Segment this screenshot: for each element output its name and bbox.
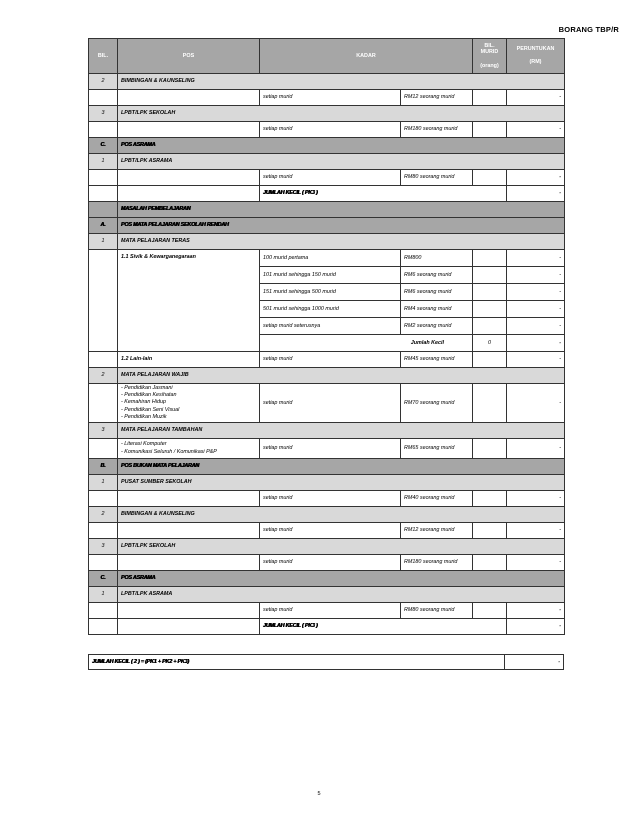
form-code: BORANG TBP/R <box>558 25 619 34</box>
amount-cell: RM40 seorang murid <box>401 491 473 507</box>
section-row <box>89 74 565 90</box>
subject-item: - Pendidikan Jasmani <box>121 385 173 392</box>
category-title: POS MATA PELAJARAN SEKOLAH RENDAH <box>118 218 565 234</box>
header-peruntukan-line1: PERUNTUKAN <box>516 45 555 52</box>
amount-cell: RM70 seorang murid <box>401 384 473 423</box>
row-title: LPBT/LPK ASRAMA <box>118 587 565 603</box>
row-title: LPBT/LPK SEKOLAH <box>118 539 565 555</box>
category-row <box>89 138 565 154</box>
table-row <box>89 555 565 571</box>
subtotal-value: - <box>507 186 565 202</box>
row-title: LPBT/LPK SEKOLAH <box>118 106 565 122</box>
value-cell: - <box>507 267 565 284</box>
row-title: PUSAT SUMBER SEKOLAH <box>118 475 565 491</box>
count-cell[interactable] <box>473 523 507 539</box>
amount-cell: RM65 seorang murid <box>401 439 473 459</box>
rate-cell: setiap murid <box>260 555 401 571</box>
amount-cell: RM45 seorang murid <box>401 352 473 368</box>
section-row <box>89 234 565 250</box>
row-title: MATA PELAJARAN TERAS <box>118 234 565 250</box>
value-cell: - <box>507 250 565 267</box>
count-cell[interactable] <box>473 284 507 301</box>
page-number: 5 <box>317 791 321 797</box>
count-cell[interactable] <box>473 301 507 318</box>
subtotal-value: - <box>507 619 565 635</box>
amount-cell: RM6 seorang murid <box>401 284 473 301</box>
count-cell[interactable] <box>473 603 507 619</box>
row-no: 1 <box>89 587 118 603</box>
table-row <box>89 352 565 368</box>
amount-cell: RM2 seorang murid <box>401 318 473 335</box>
section-row <box>89 423 565 439</box>
rate-cell: setiap murid <box>260 170 401 186</box>
grand-total-value: - <box>558 659 560 665</box>
table-row <box>89 491 565 507</box>
table-header-row <box>89 39 565 74</box>
rate-cell: setiap murid <box>260 523 401 539</box>
rate-cell: setiap murid seterusnya <box>260 318 401 335</box>
header-pos: POS <box>118 39 260 74</box>
rate-cell: setiap murid <box>260 122 401 138</box>
value-cell: - <box>507 318 565 335</box>
amount-cell: RM80 seorang murid <box>401 603 473 619</box>
budget-table <box>88 38 565 635</box>
header-bil-line2: MURID <box>480 49 499 56</box>
category-letter: B. <box>89 459 118 475</box>
row-no: 3 <box>89 106 118 122</box>
row-title: BIMBINGAN & KAUNSELING <box>118 507 565 523</box>
section-row <box>89 507 565 523</box>
row-no: 1 <box>89 154 118 170</box>
table-row <box>89 384 565 423</box>
value-cell: - <box>507 352 565 368</box>
row-title: BIMBINGAN & KAUNSELING <box>118 74 565 90</box>
amount-cell: RM12 seorang murid <box>401 523 473 539</box>
rate-cell: setiap murid <box>260 491 401 507</box>
row-no: 2 <box>89 507 118 523</box>
rate-cell: 501 murid sehingga 1000 murid <box>260 301 401 318</box>
header-kadar: KADAR <box>260 39 473 74</box>
count-cell[interactable] <box>473 318 507 335</box>
row-no: 2 <box>89 368 118 384</box>
subject-item: - Pendidikan Seni Visual <box>121 406 180 413</box>
count-cell[interactable] <box>473 267 507 284</box>
rate-cell: setiap murid <box>260 90 401 106</box>
header-bil-line1: BIL. <box>484 42 495 49</box>
rate-cell: 100 murid pertama <box>260 250 401 267</box>
amount-cell: RM80 seorang murid <box>401 170 473 186</box>
value-cell: - <box>507 284 565 301</box>
header-peruntukan <box>507 39 565 74</box>
subtotal-row <box>89 619 565 635</box>
rate-cell: setiap murid <box>260 439 401 459</box>
subtotal-label: JUMLAH KECIL ( PK3 ) <box>260 619 507 635</box>
count-cell[interactable] <box>473 90 507 106</box>
row-no: 3 <box>89 539 118 555</box>
lain-label: 1.2 Lain-lain <box>118 352 260 368</box>
rate-cell: 101 murid sehingga 150 murid <box>260 267 401 284</box>
rate-cell: setiap murid <box>260 352 401 368</box>
header-bil-murid <box>473 39 507 74</box>
sivik-jumlah-count: 0 <box>473 335 507 352</box>
count-cell[interactable] <box>473 250 507 267</box>
subject-item: - Literasi Komputer <box>121 441 167 448</box>
rate-cell: setiap murid <box>260 384 401 423</box>
sivik-label: 1.1 Sivik & Kewarganegaraan <box>118 250 260 352</box>
part-title-row <box>89 202 565 218</box>
amount-cell: RM4 seorang murid <box>401 301 473 318</box>
grand-total-label: JUMLAH KECIL ( 2 ) = (PK1 + PK2 + PK3) <box>89 655 505 669</box>
subject-item: - Kemahiran Hidup <box>121 399 166 406</box>
subtotal-row <box>89 186 565 202</box>
value-cell: - <box>507 491 565 507</box>
sivik-jumlah-value: - <box>507 335 565 352</box>
row-no: 1 <box>89 475 118 491</box>
value-cell: - <box>507 439 565 459</box>
count-cell[interactable] <box>473 384 507 423</box>
amount-cell: RM180 seorang murid <box>401 555 473 571</box>
value-cell: - <box>507 523 565 539</box>
table-row <box>89 439 565 459</box>
row-no: 1 <box>89 234 118 250</box>
subtotal-label: JUMLAH KECIL ( PK3 ) <box>260 186 507 202</box>
row-no: 3 <box>89 423 118 439</box>
subject-item: - Komunikasi Seluruh / Komunikasi P&P <box>121 448 217 455</box>
count-cell[interactable] <box>473 170 507 186</box>
category-title: POS ASRAMA <box>118 138 565 154</box>
table-row <box>89 122 565 138</box>
header-bil-line3: (orang) <box>480 62 499 69</box>
value-cell: - <box>507 384 565 423</box>
section-row <box>89 475 565 491</box>
subject-item: - Pendidikan Muzik <box>121 413 167 420</box>
category-title: POS ASRAMA <box>118 571 565 587</box>
section-row <box>89 539 565 555</box>
category-title: POS BUKAN MATA PELAJARAN <box>118 459 565 475</box>
value-cell: - <box>507 90 565 106</box>
table-row <box>89 170 565 186</box>
value-cell: - <box>507 122 565 138</box>
header-peruntukan-line2: (RM) <box>529 59 542 66</box>
category-row <box>89 459 565 475</box>
table-row <box>89 603 565 619</box>
sivik-jumlah-label: Jumlah Kecil <box>260 335 473 352</box>
value-cell: - <box>507 301 565 318</box>
row-title: LPBT/LPK ASRAMA <box>118 154 565 170</box>
amount-cell: RM800 <box>401 250 473 267</box>
section-row <box>89 587 565 603</box>
value-cell: - <box>507 555 565 571</box>
count-cell[interactable] <box>473 491 507 507</box>
rate-cell: 151 murid sehingga 500 murid <box>260 284 401 301</box>
grand-total-row <box>88 654 564 670</box>
category-row <box>89 571 565 587</box>
wajib-subjects <box>118 384 260 423</box>
part-title: MASALAH PEMBELAJARAN <box>118 202 565 218</box>
row-title: MATA PELAJARAN WAJIB <box>118 368 565 384</box>
amount-cell: RM180 seorang murid <box>401 122 473 138</box>
tambahan-subjects <box>118 439 260 459</box>
count-cell[interactable] <box>473 439 507 459</box>
table-row <box>89 90 565 106</box>
rate-cell: setiap murid <box>260 603 401 619</box>
header-no: BIL. <box>89 39 118 74</box>
subject-item: - Pendidikan Kesihatan <box>121 392 177 399</box>
count-cell[interactable] <box>473 352 507 368</box>
count-cell[interactable] <box>473 122 507 138</box>
value-cell: - <box>507 170 565 186</box>
value-cell: - <box>507 603 565 619</box>
category-row <box>89 218 565 234</box>
amount-cell: RM12 seorang murid <box>401 90 473 106</box>
amount-cell: RM6 seorang murid <box>401 267 473 284</box>
count-cell[interactable] <box>473 555 507 571</box>
table-row <box>89 523 565 539</box>
section-row <box>89 368 565 384</box>
category-letter: C. <box>89 138 118 154</box>
section-row <box>89 154 565 170</box>
row-title: MATA PELAJARAN TAMBAHAN <box>118 423 565 439</box>
category-letter: A. <box>89 218 118 234</box>
section-row <box>89 106 565 122</box>
category-letter: C. <box>89 571 118 587</box>
row-no: 2 <box>89 74 118 90</box>
table-row <box>89 250 565 267</box>
